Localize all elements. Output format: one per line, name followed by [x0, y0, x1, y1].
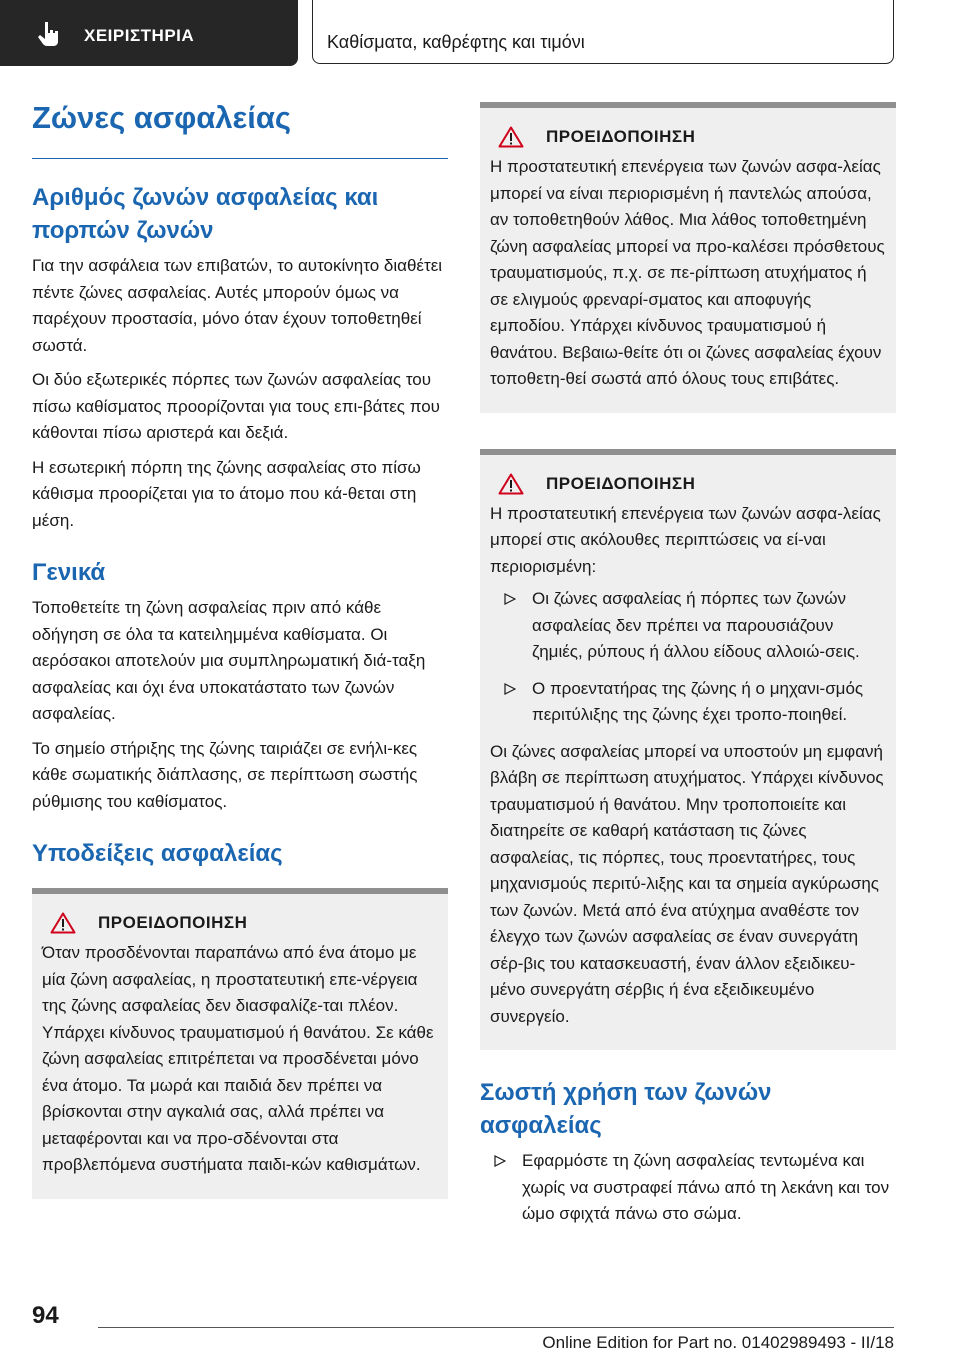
warning-header	[490, 473, 886, 495]
warning-triangle-icon	[498, 126, 524, 148]
page-title: Ζώνες ασφαλείας	[32, 100, 292, 135]
warning-header	[42, 912, 438, 934]
warning-list	[490, 586, 886, 729]
warning-triangle-icon	[50, 912, 76, 934]
section-heading-belt-count: Αριθμός ζωνών ασφαλείας και πορπών ζωνών	[32, 184, 379, 244]
warning-text: Η προστατευτική επενέργεια των ζωνών ασφα-λείας μπορεί να είναι περιορισμένη ή παντελώς απούσα, αν τοποθετηθούν λάθος. Μια λάθος τοποθετημένη ζώνη ασφαλείας μπορεί να προ-καλέσει πρόσθετους τραυματισμούς, π.χ. σε πε-ρίπτωση ατυχήματος ή σε ελιγμούς φρεναρί-σματος και αποφυγής εμποδίου. Υπάρχει κίνδυνος τραυματισμού ή θανάτου. Βεβαιω-θείτε ότι οι ζώνες ασφαλείας έχουν τοποθετη-θεί σωστά από όλους τους επιβάτες.	[490, 157, 885, 388]
section-heading-correct-use: Σωστή χρήση των ζωνών ασφαλείας	[480, 1079, 772, 1139]
list-item	[480, 1148, 896, 1228]
warning-text: Όταν προσδένονται παραπάνω από ένα άτομο με μία ζώνη ασφαλείας, η προστατευτική επε-νέργεια της ζώνης ασφαλείας δεν διασφαλίζε-ται πλέον. Υπάρχει κίνδυνος τραυματισμού ή θανάτου. Σε κάθε ζώνη ασφαλείας επιτρέπεται να προσδένεται μόνο ένα άτομο. Τα μωρά και παιδιά δεν πρέπει να βρίσκονται στην αγκαλιά σας, αλλά πρέπει να μεταφέρονται και να προ-σδένονται στα προβλεπόμενα συστήματα παιδι-κών καθισμάτων.	[42, 943, 434, 1174]
edition-line: Online Edition for Part no. 01402989493 - II/18	[542, 1333, 894, 1352]
triangle-bullet-icon	[504, 683, 516, 695]
hand-pointer-icon	[36, 20, 62, 46]
section-tab-label: ΧΕΙΡΙΣΤΗΡΙΑ	[84, 26, 195, 45]
warning-header	[490, 126, 886, 148]
list-item-text: Οι ζώνες ασφαλείας ή πόρπες των ζωνών ασφαλείας δεν πρέπει να παρουσιάζουν ζημιές, ρύπους ή άλλου είδους αλλοιώ-σεις.	[532, 589, 860, 661]
warning-box	[32, 888, 448, 1199]
right-column	[480, 102, 896, 1238]
triangle-bullet-icon	[494, 1155, 506, 1167]
warning-box	[480, 449, 896, 1051]
section-heading-safety-notes: Υποδείξεις ασφαλείας	[32, 840, 283, 867]
page-header	[0, 0, 960, 66]
paragraph: Τοποθετείτε τη ζώνη ασφαλείας πριν από κάθε οδήγηση σε όλα τα κατειλημμένα καθίσματα. Οι αερόσακοι αποτελούν μια συμπληρωματική διά-ταξη ασφαλείας και όχι ένα υποκατάστατο των ζωνών ασφαλείας.	[32, 598, 426, 723]
footer-rule	[98, 1327, 894, 1328]
warning-label: ΠΡΟΕΙΔΟΠΟΙΗΣΗ	[546, 127, 696, 146]
list-item	[490, 676, 886, 729]
warning-box	[480, 102, 896, 413]
paragraph: Το σημείο στήριξης της ζώνης ταιριάζει σε ενήλι-κες κάθε σωματικής διάπλασης, σε περίπτωση σωστής ρύθμισης του καθίσματος.	[32, 738, 418, 811]
section-heading-general: Γενικά	[32, 559, 106, 586]
paragraph: Η εσωτερική πόρπη της ζώνης ασφαλείας στο πίσω κάθισμα προορίζεται για το άτομο που κά-θεται στη μέση.	[32, 457, 421, 530]
warning-text: Οι ζώνες ασφαλείας μπορεί να υποστούν μη εμφανή βλάβη σε περίπτωση ατυχήματος. Υπάρχει κίνδυνος τραυματισμού ή θανάτου. Μην τροποποιείτε και διατηρείτε σε καθαρή κατάσταση τις ζώνες ασφαλείας, τις πόρπες, τους προεντατήρες, τους μηχανισμούς περιτύ-λιξης και τα σημεία αγκύρωσης των ζωνών. Μετά από ένα ατύχημα αναθέστε τον έλεγχο των ζωνών ασφαλείας σε έναν συνεργάτη σέρ-βις του κατασκευαστή, έναν άλλον εξειδικευ-μένο συνεργάτη σέρβις ή ένα εξειδικευμένο συνεργείο.	[490, 741, 884, 1026]
paragraph: Οι δύο εξωτερικές πόρπες των ζωνών ασφαλείας του πίσω καθίσματος προορίζονται για τους επι-βάτες που κάθονται πίσω αριστερά και δεξιά.	[32, 370, 440, 442]
list-item-text: Εφαρμόστε τη ζώνη ασφαλείας τεντωμένα και χωρίς να συστραφεί πάνω από τη λεκάνη και τον ώμο σφιχτά πάνω στο σώμα.	[522, 1151, 890, 1223]
triangle-bullet-icon	[504, 593, 516, 605]
page-number: 94	[32, 1302, 59, 1329]
warning-label: ΠΡΟΕΙΔΟΠΟΙΗΣΗ	[98, 913, 248, 932]
list-item	[490, 586, 886, 666]
instruction-list	[480, 1148, 896, 1228]
title-rule	[32, 158, 448, 159]
chapter-title: Καθίσματα, καθρέφτης και τιμόνι	[327, 32, 585, 52]
warning-label: ΠΡΟΕΙΔΟΠΟΙΗΣΗ	[546, 473, 696, 493]
chapter-title-tab	[312, 0, 894, 64]
list-item-text: Ο προεντατήρας της ζώνης ή ο μηχανι-σμός περιτύλιξης της ζώνης έχει τροπο-ποιηθεί.	[532, 678, 864, 724]
section-tab	[0, 0, 298, 66]
paragraph: Για την ασφάλεια των επιβατών, το αυτοκίνητο διαθέτει πέντε ζώνες ασφαλείας. Αυτές μπορούν όμως να παρέχουν προστασία, μόνο όταν έχουν τοποθετηθεί σωστά.	[32, 256, 443, 355]
warning-text: Η προστατευτική επενέργεια των ζωνών ασφα-λείας μπορεί στις ακόλουθες περιπτώσεις να εί-ναι περιορισμένη:	[490, 503, 881, 576]
warning-triangle-icon	[498, 473, 524, 495]
left-column	[32, 100, 448, 1199]
